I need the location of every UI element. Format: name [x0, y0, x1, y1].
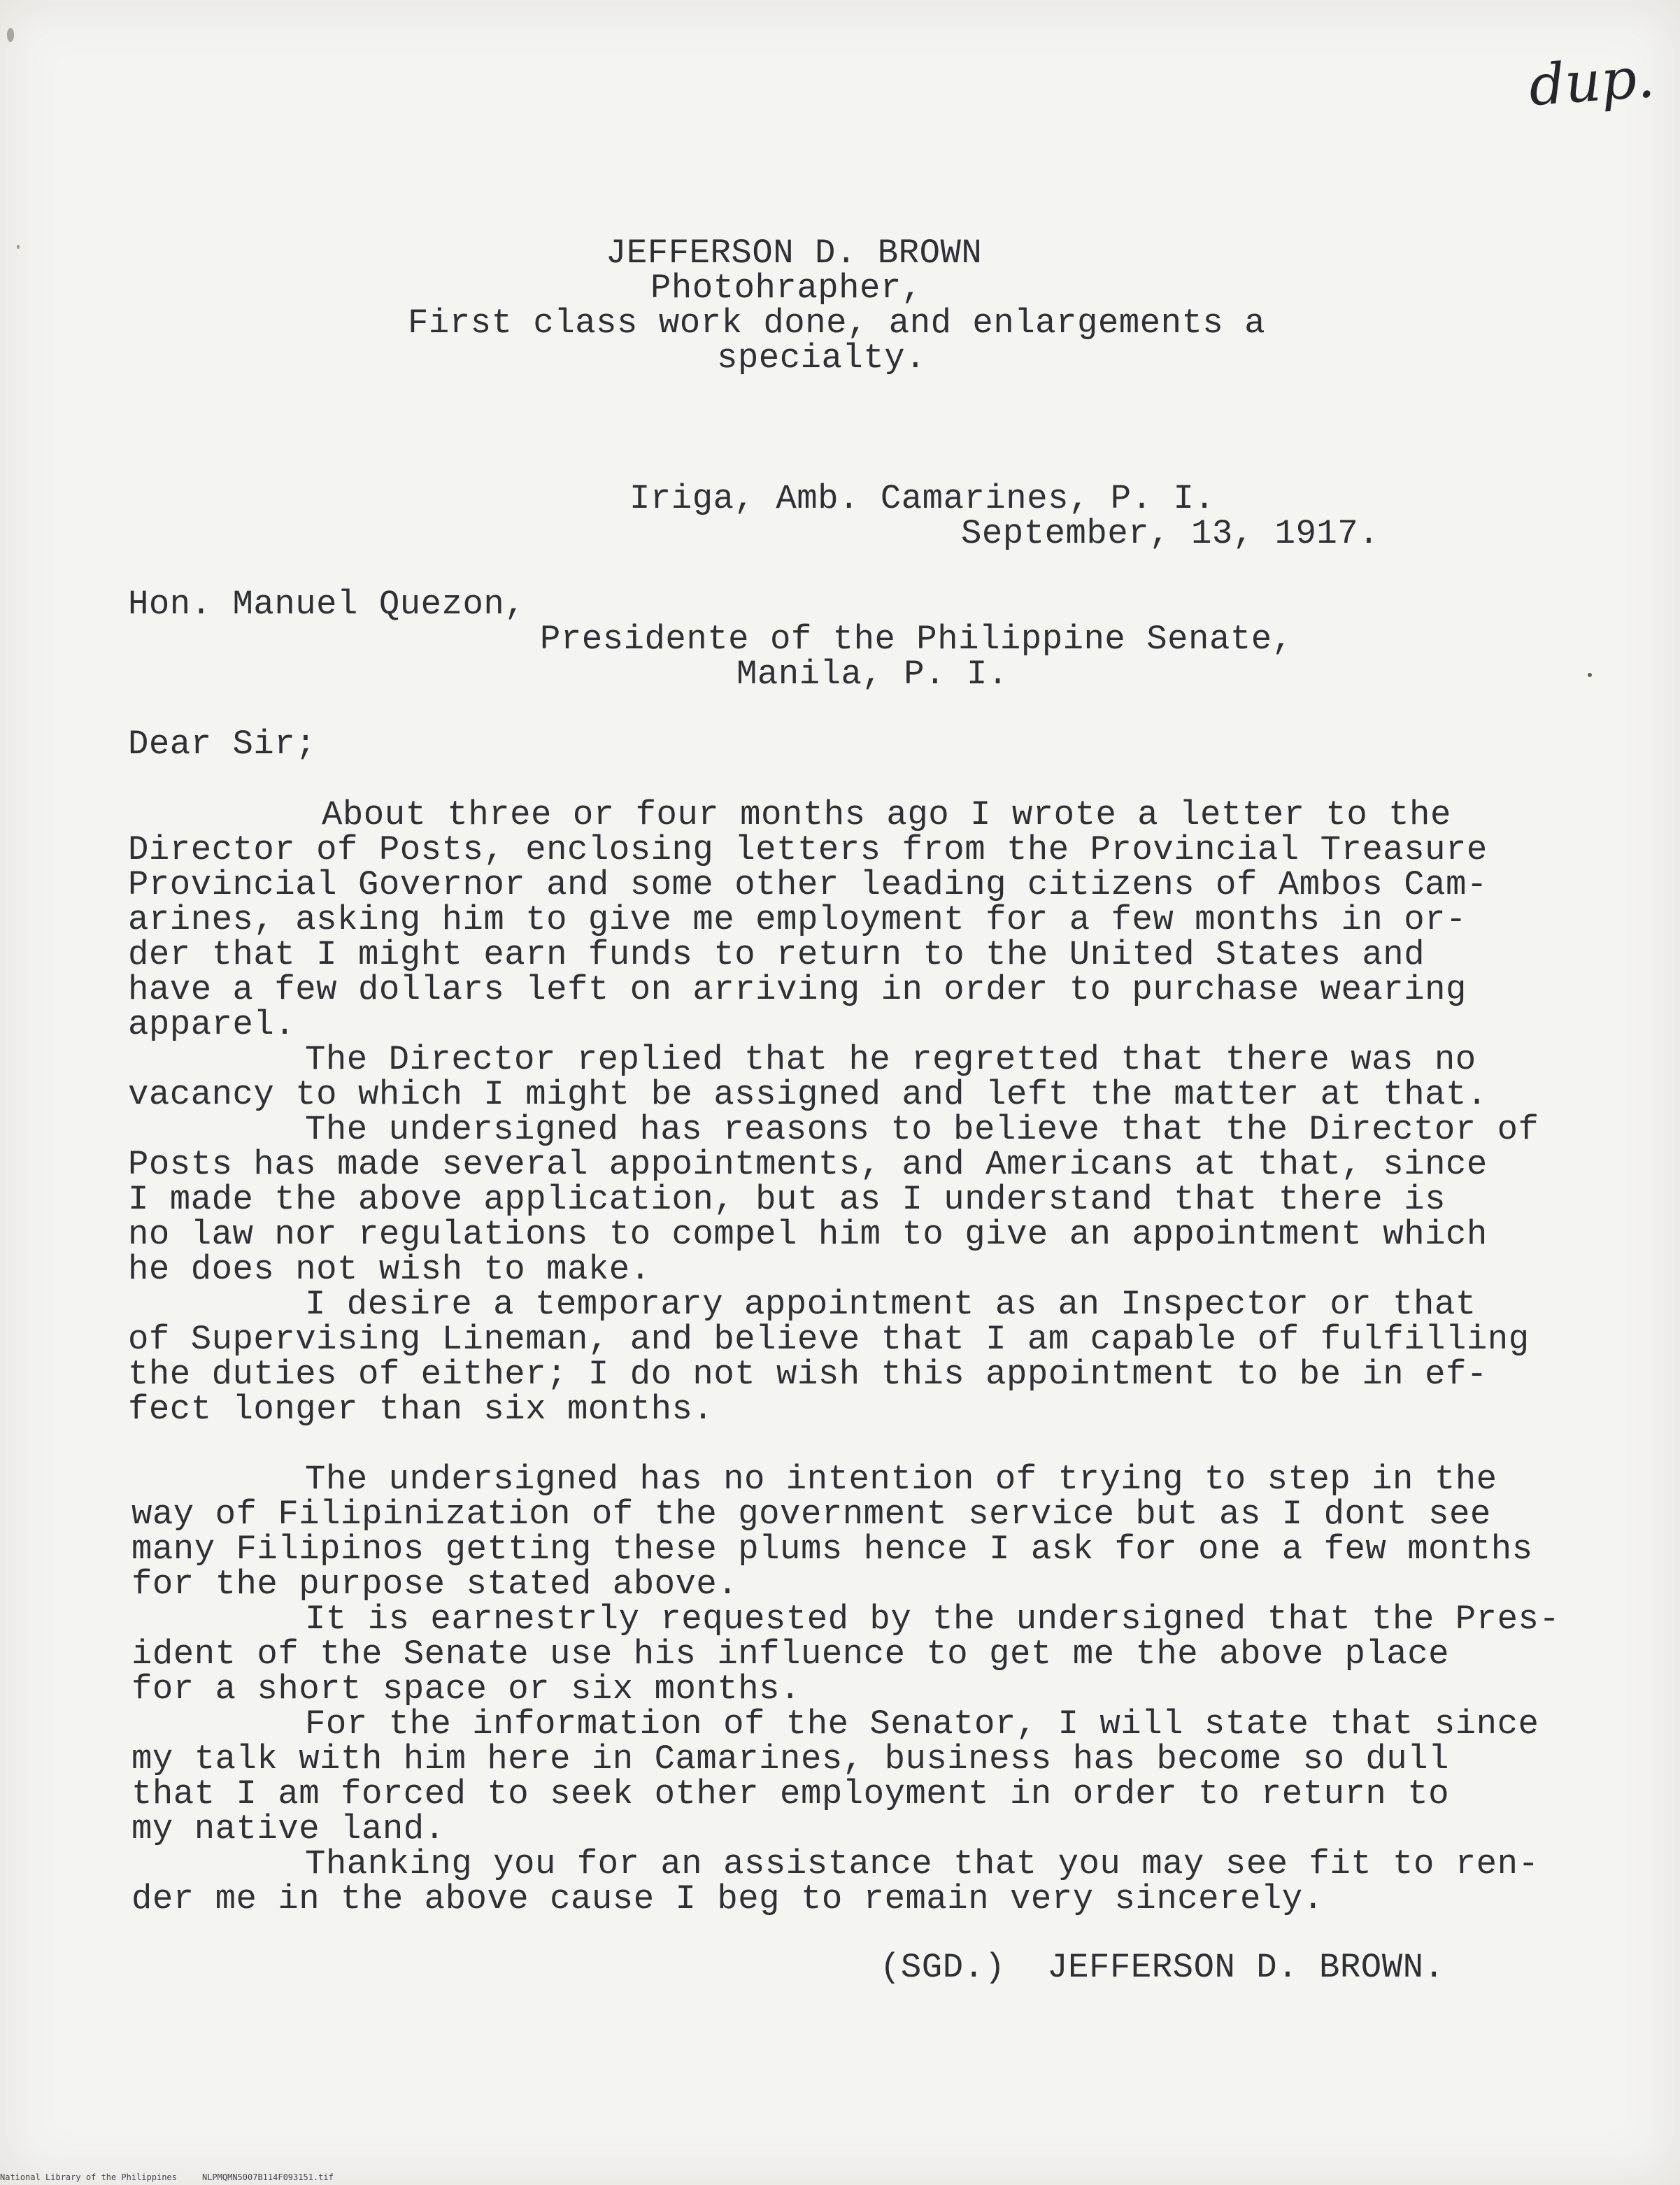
- body-line: The undersigned has reasons to believe that the Director of: [305, 1110, 1539, 1149]
- body-line: der me in the above cause I beg to remain very sincerely.: [131, 1879, 1324, 1919]
- letterhead-tagline-1: First class work done, and enlargements a: [408, 304, 1266, 343]
- body-line: der that I might earn funds to return to the United States and: [128, 935, 1425, 974]
- body-line: way of Filipinization of the government service but as I dont see: [131, 1495, 1491, 1534]
- body-line: I made the above application, but as I understand that there is: [128, 1180, 1446, 1219]
- body-line: ident of the Senate use his influence to get me the above place: [131, 1635, 1450, 1674]
- body-line: I desire a temporary appointment as an Inspector or that: [305, 1285, 1476, 1324]
- paper-speck: [17, 245, 20, 249]
- body-line: for a short space or six months.: [131, 1670, 801, 1709]
- body-line: fect longer than six months.: [128, 1390, 714, 1429]
- paper-stain: [7, 28, 14, 42]
- addressee-city: Manila, P. I.: [736, 655, 1009, 694]
- body-line: have a few dollars left on arriving in order to purchase wearing: [128, 970, 1467, 1009]
- body-line: About three or four months ago I wrote a letter to the: [322, 795, 1451, 834]
- body-line: that I am forced to seek other employment in order to return to: [131, 1774, 1450, 1814]
- body-line: Thanking you for an assistance that you may see fit to ren-: [305, 1844, 1539, 1884]
- letter-place: Iriga, Amb. Camarines, P. I.: [629, 479, 1216, 518]
- letterhead-tagline-2: specialty.: [717, 339, 927, 378]
- letterhead-profession: Photohrapher,: [650, 269, 923, 308]
- body-line: arines, asking him to give me employment for a few months in or-: [128, 900, 1467, 939]
- addressee-title: Presidente of the Philippine Senate,: [540, 620, 1293, 659]
- body-line: The Director replied that he regretted that there was no: [305, 1040, 1476, 1079]
- body-line: he does not wish to make.: [128, 1250, 651, 1289]
- body-line: Posts has made several appointments, and Americans at that, since: [128, 1145, 1488, 1184]
- body-line: my native land.: [131, 1809, 446, 1849]
- signature-line: (SGD.) JEFFERSON D. BROWN.: [880, 1948, 1445, 1987]
- addressee-name: Hon. Manuel Quezon,: [128, 585, 526, 624]
- body-line: no law nor regulations to compel him to give an appointment which: [128, 1215, 1488, 1254]
- body-line: The undersigned has no intention of trying to step in the: [305, 1460, 1497, 1499]
- body-line: of Supervising Lineman, and believe that I am capable of fulfilling: [128, 1320, 1530, 1359]
- paper-speck: [1588, 673, 1592, 677]
- letterhead-name: JEFFERSON D. BROWN: [606, 234, 983, 273]
- salutation: Dear Sir;: [128, 725, 317, 764]
- body-line: the duties of either; I do not wish this appointment to be in ef-: [128, 1355, 1488, 1394]
- body-line: for the purpose stated above.: [131, 1565, 739, 1604]
- letter-date: September, 13, 1917.: [961, 514, 1380, 553]
- scan-footer: National Library of the Philippines NLPMQMN5007B114F093151.tif: [0, 2172, 334, 2182]
- body-line: For the information of the Senator, I will state that since: [305, 1704, 1539, 1744]
- body-line: vacancy to which I might be assigned and left the matter at that.: [128, 1075, 1488, 1114]
- body-line: many Filipinos getting these plums hence I ask for one a few months: [131, 1530, 1533, 1569]
- body-line: Director of Posts, enclosing letters from the Provincial Treasure: [128, 830, 1488, 869]
- handwritten-annotation: dup.: [1526, 44, 1657, 119]
- body-line: my talk with him here in Camarines, business has become so dull: [131, 1739, 1450, 1779]
- body-line: It is earnestrly requested by the undersigned that the Pres-: [305, 1600, 1560, 1639]
- body-line: Provincial Governor and some other leading citizens of Ambos Cam-: [128, 865, 1488, 904]
- body-line: apparel.: [128, 1005, 296, 1044]
